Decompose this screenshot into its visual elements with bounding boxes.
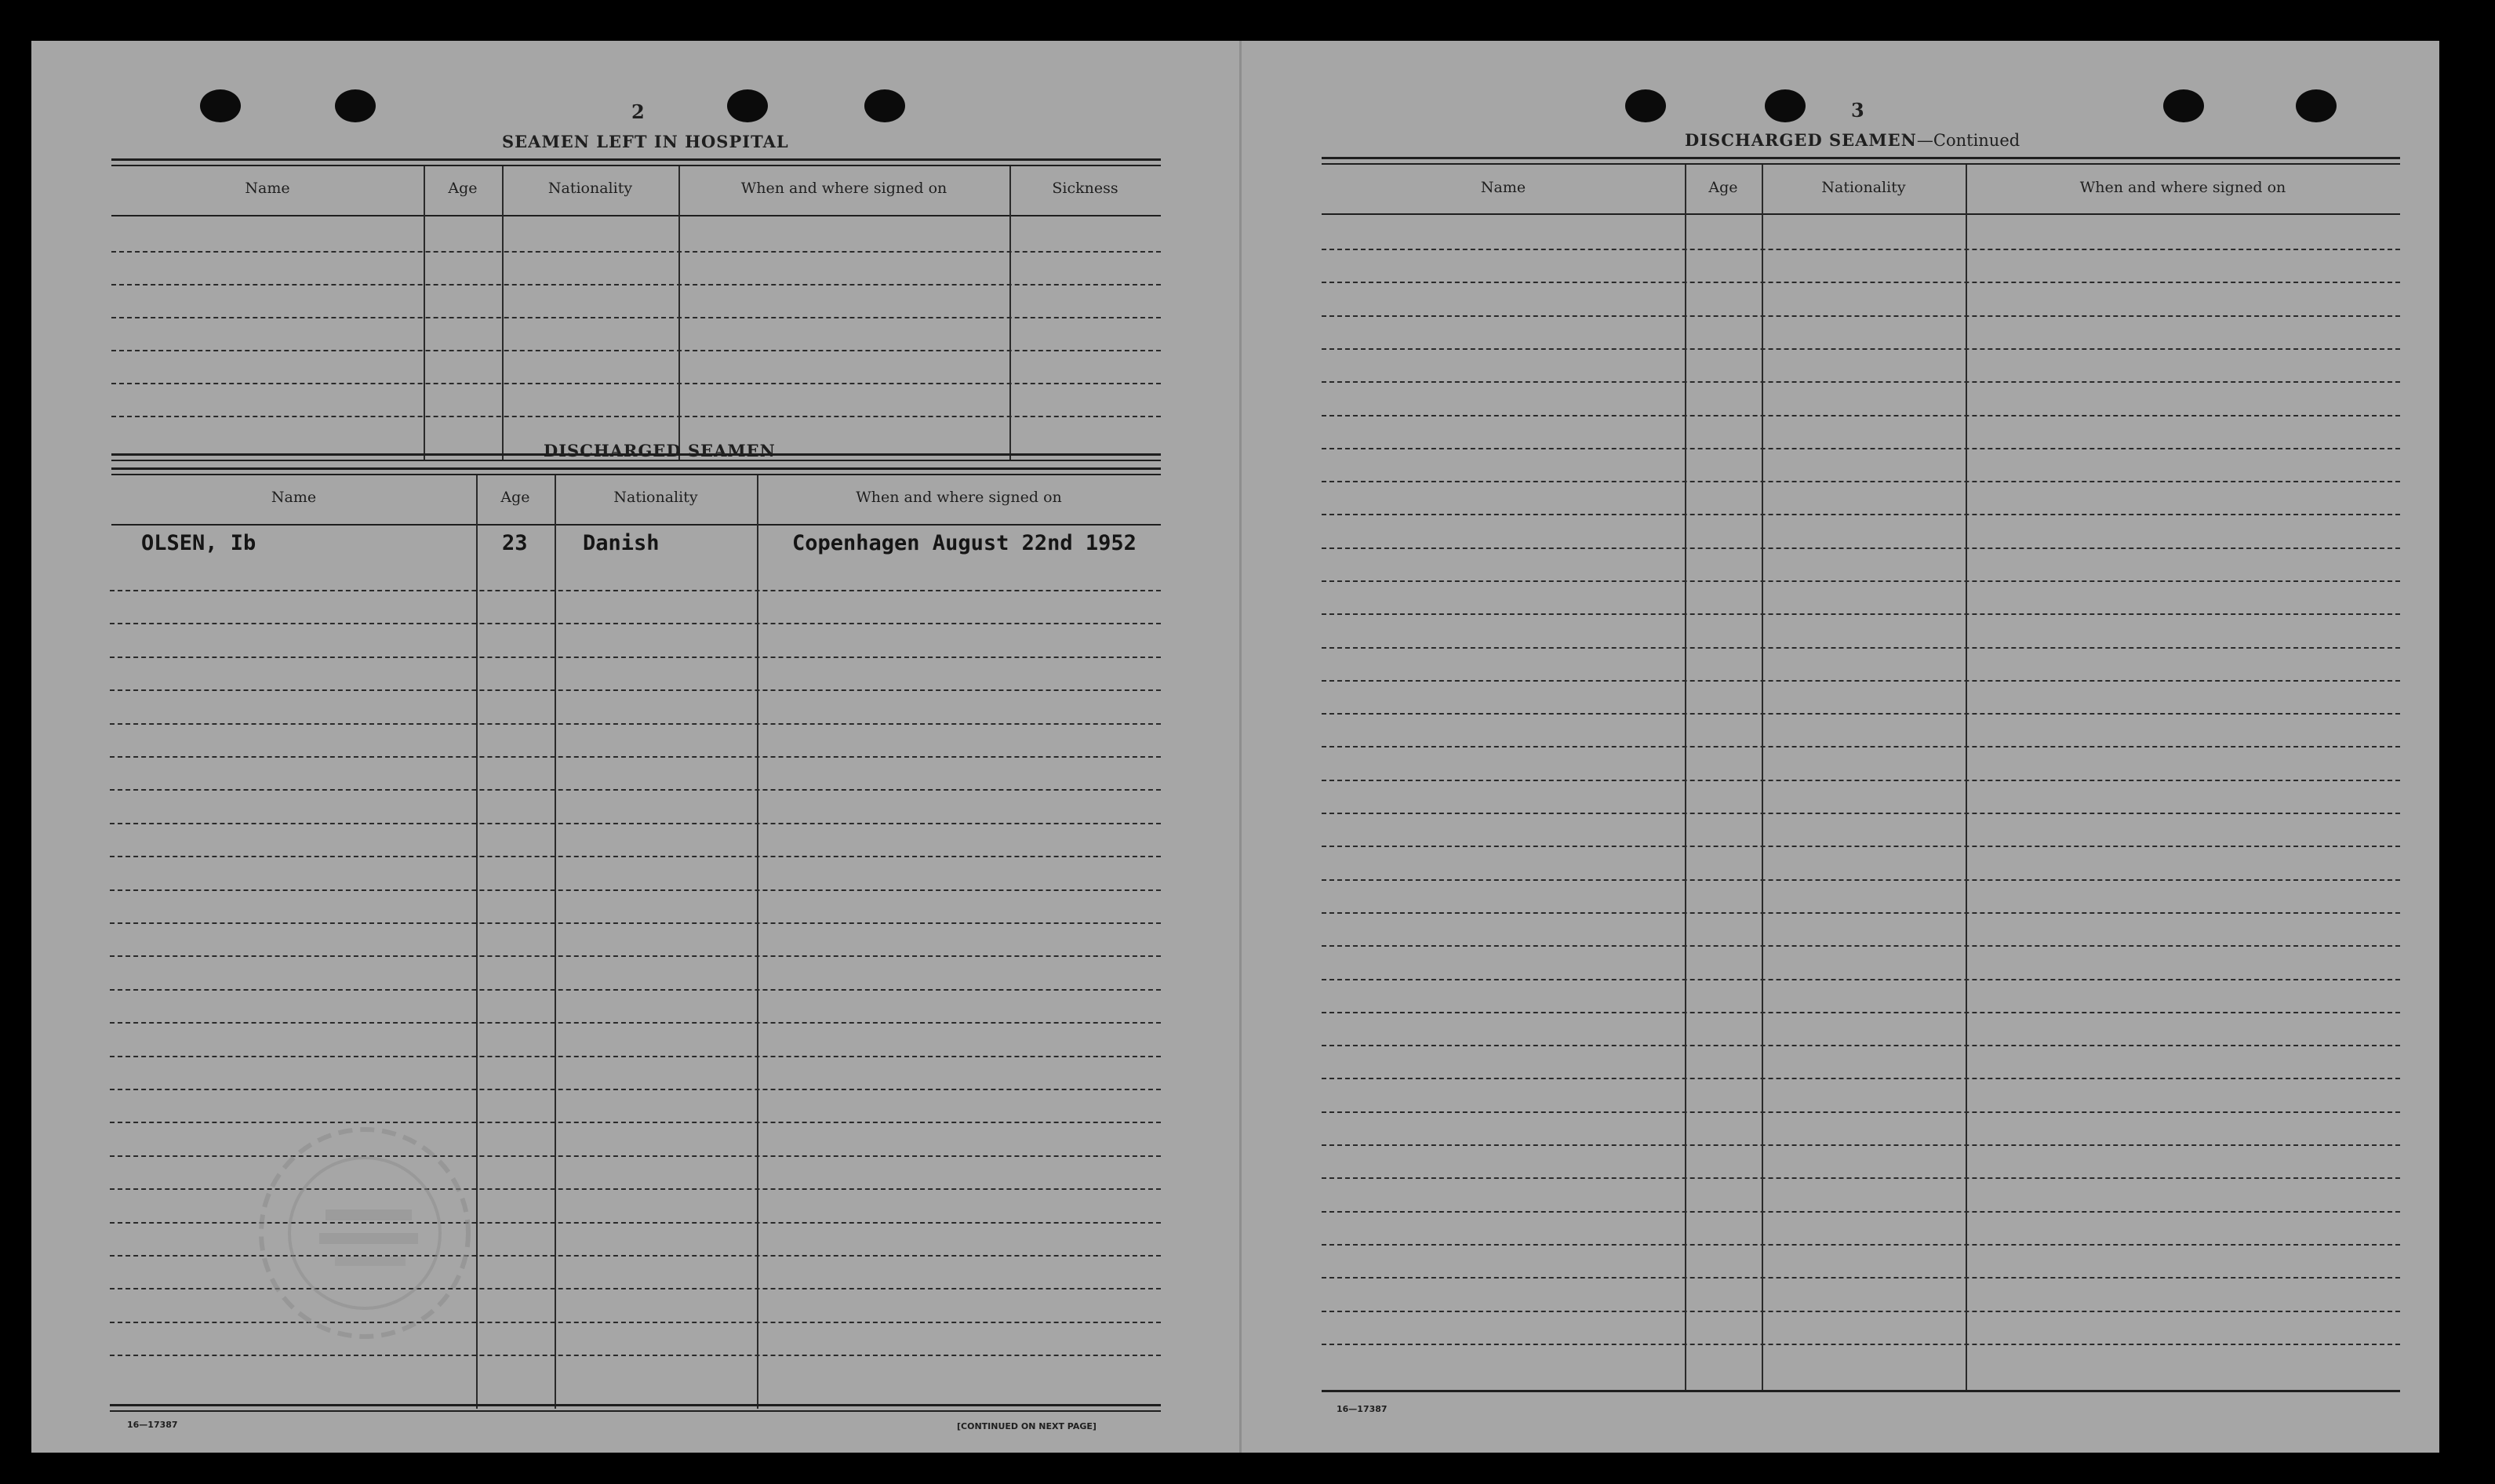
right-bottom-rule xyxy=(1322,1390,2400,1392)
hospital-header-rule xyxy=(111,215,1161,216)
continued-note: [CONTINUED ON NEXT PAGE] xyxy=(957,1421,1097,1431)
discharged-top-rule xyxy=(111,467,1161,470)
punch-hole xyxy=(727,89,768,122)
form-row-line xyxy=(1322,1344,2400,1345)
hospital-header-nationality: Nationality xyxy=(547,180,633,197)
form-row-line xyxy=(110,1355,1161,1356)
punch-hole xyxy=(200,89,241,122)
discharged-top-rule-2 xyxy=(111,474,1161,475)
seaman-age: 23 xyxy=(502,531,528,555)
discharged-header-rule xyxy=(111,524,1161,526)
hospital-row-line xyxy=(111,317,1161,318)
hospital-header-sickness: Sickness xyxy=(1052,180,1118,197)
hospital-header-name: Name xyxy=(245,180,290,197)
seaman-nationality: Danish xyxy=(583,531,660,555)
discharged-bottom-rule-2 xyxy=(110,1410,1161,1412)
faded-stamp-icon xyxy=(247,1115,482,1351)
form-row-line xyxy=(110,723,1161,725)
discharged-header-signed-on: When and where signed on xyxy=(856,489,1062,506)
form-row-line xyxy=(1322,813,2400,814)
right-header-signed-on: When and where signed on xyxy=(2079,179,2286,196)
form-row-line xyxy=(110,756,1161,758)
form-row-line xyxy=(110,922,1161,924)
left-page-number: 2 xyxy=(631,100,645,123)
form-row-line xyxy=(1322,315,2400,317)
form-row-line xyxy=(1322,348,2400,350)
right-section-title xyxy=(1685,130,2020,150)
form-row-line xyxy=(1322,1244,2400,1246)
form-row-line xyxy=(110,789,1161,791)
form-row-line xyxy=(1322,282,2400,283)
right-header-name: Name xyxy=(1480,179,1526,196)
form-row-line xyxy=(110,823,1161,824)
form-row-line xyxy=(1322,1012,2400,1013)
document-sheet xyxy=(31,41,2439,1453)
form-row-line xyxy=(1322,1078,2400,1079)
right-section-title-suffix: —Continued xyxy=(1916,131,2020,150)
form-row-line xyxy=(110,1022,1161,1024)
form-row-line xyxy=(1322,1144,2400,1146)
form-row-line xyxy=(110,689,1161,691)
discharged-section-title: DISCHARGED SEAMEN xyxy=(544,441,776,460)
punch-hole xyxy=(864,89,905,122)
form-row-line xyxy=(1322,613,2400,615)
form-row-line xyxy=(1322,1311,2400,1312)
discharged-col-divider xyxy=(555,475,556,1409)
hospital-row-line xyxy=(111,383,1161,384)
hospital-row-line xyxy=(111,251,1161,253)
form-row-line xyxy=(1322,1211,2400,1213)
form-row-line xyxy=(1322,415,2400,416)
punch-hole xyxy=(1625,89,1666,122)
discharged-header-age: Age xyxy=(500,489,530,506)
form-row-line xyxy=(110,889,1161,891)
form-row-line xyxy=(110,1056,1161,1057)
form-row-line xyxy=(110,955,1161,957)
form-row-line xyxy=(110,590,1161,591)
form-row-line xyxy=(1322,846,2400,847)
form-row-line xyxy=(1322,481,2400,482)
form-row-line xyxy=(110,657,1161,658)
form-row-line xyxy=(110,989,1161,991)
hospital-header-age: Age xyxy=(448,180,478,197)
right-form-number: 16—17387 xyxy=(1337,1404,1388,1414)
right-page-number: 3 xyxy=(1851,99,1864,122)
form-row-line xyxy=(1322,580,2400,582)
left-form-number: 16—17387 xyxy=(127,1420,178,1430)
form-row-line xyxy=(1322,647,2400,649)
right-header-nationality: Nationality xyxy=(1821,179,1906,196)
discharged-header-nationality: Nationality xyxy=(613,489,698,506)
right-header-age: Age xyxy=(1708,179,1738,196)
discharged-header-name: Name xyxy=(271,489,317,506)
form-row-line xyxy=(1322,249,2400,250)
punch-hole xyxy=(2163,89,2204,122)
hospital-row-line xyxy=(111,350,1161,351)
page-fold xyxy=(1239,41,1242,1453)
hospital-section-title: SEAMEN LEFT IN HOSPITAL xyxy=(502,132,789,151)
form-row-line xyxy=(1322,1111,2400,1113)
hospital-header-signed-on: When and where signed on xyxy=(740,180,947,197)
form-row-line xyxy=(1322,1177,2400,1179)
discharged-bottom-rule xyxy=(110,1404,1161,1406)
form-row-line xyxy=(1322,979,2400,980)
punch-hole xyxy=(2296,89,2337,122)
seaman-name: OLSEN, Ib xyxy=(141,531,256,555)
hospital-row-line xyxy=(111,284,1161,286)
form-row-line xyxy=(1322,945,2400,947)
form-row-line xyxy=(110,1089,1161,1090)
form-row-line xyxy=(1322,680,2400,682)
right-top-rule-2 xyxy=(1322,163,2400,165)
discharged-col-divider xyxy=(757,475,758,1409)
form-row-line xyxy=(110,623,1161,624)
right-header-rule xyxy=(1322,213,2400,215)
form-row-line xyxy=(1322,746,2400,747)
right-section-title-main: DISCHARGED SEAMEN xyxy=(1685,130,1917,150)
form-row-line xyxy=(1322,1045,2400,1046)
form-row-line xyxy=(1322,1277,2400,1278)
hospital-top-rule xyxy=(111,158,1161,161)
form-row-line xyxy=(1322,713,2400,715)
punch-hole xyxy=(335,89,376,122)
hospital-row-line xyxy=(111,416,1161,417)
seaman-signed-on: Copenhagen August 22nd 1952 xyxy=(792,531,1137,555)
form-row-line xyxy=(1322,780,2400,781)
form-row-line xyxy=(1322,448,2400,449)
form-row-line xyxy=(110,856,1161,857)
right-top-rule xyxy=(1322,157,2400,159)
punch-hole xyxy=(1765,89,1806,122)
form-row-line xyxy=(1322,879,2400,881)
form-row-line xyxy=(1322,381,2400,383)
hospital-top-rule-2 xyxy=(111,165,1161,166)
form-row-line xyxy=(1322,514,2400,515)
form-row-line xyxy=(1322,547,2400,549)
form-row-line xyxy=(1322,912,2400,914)
